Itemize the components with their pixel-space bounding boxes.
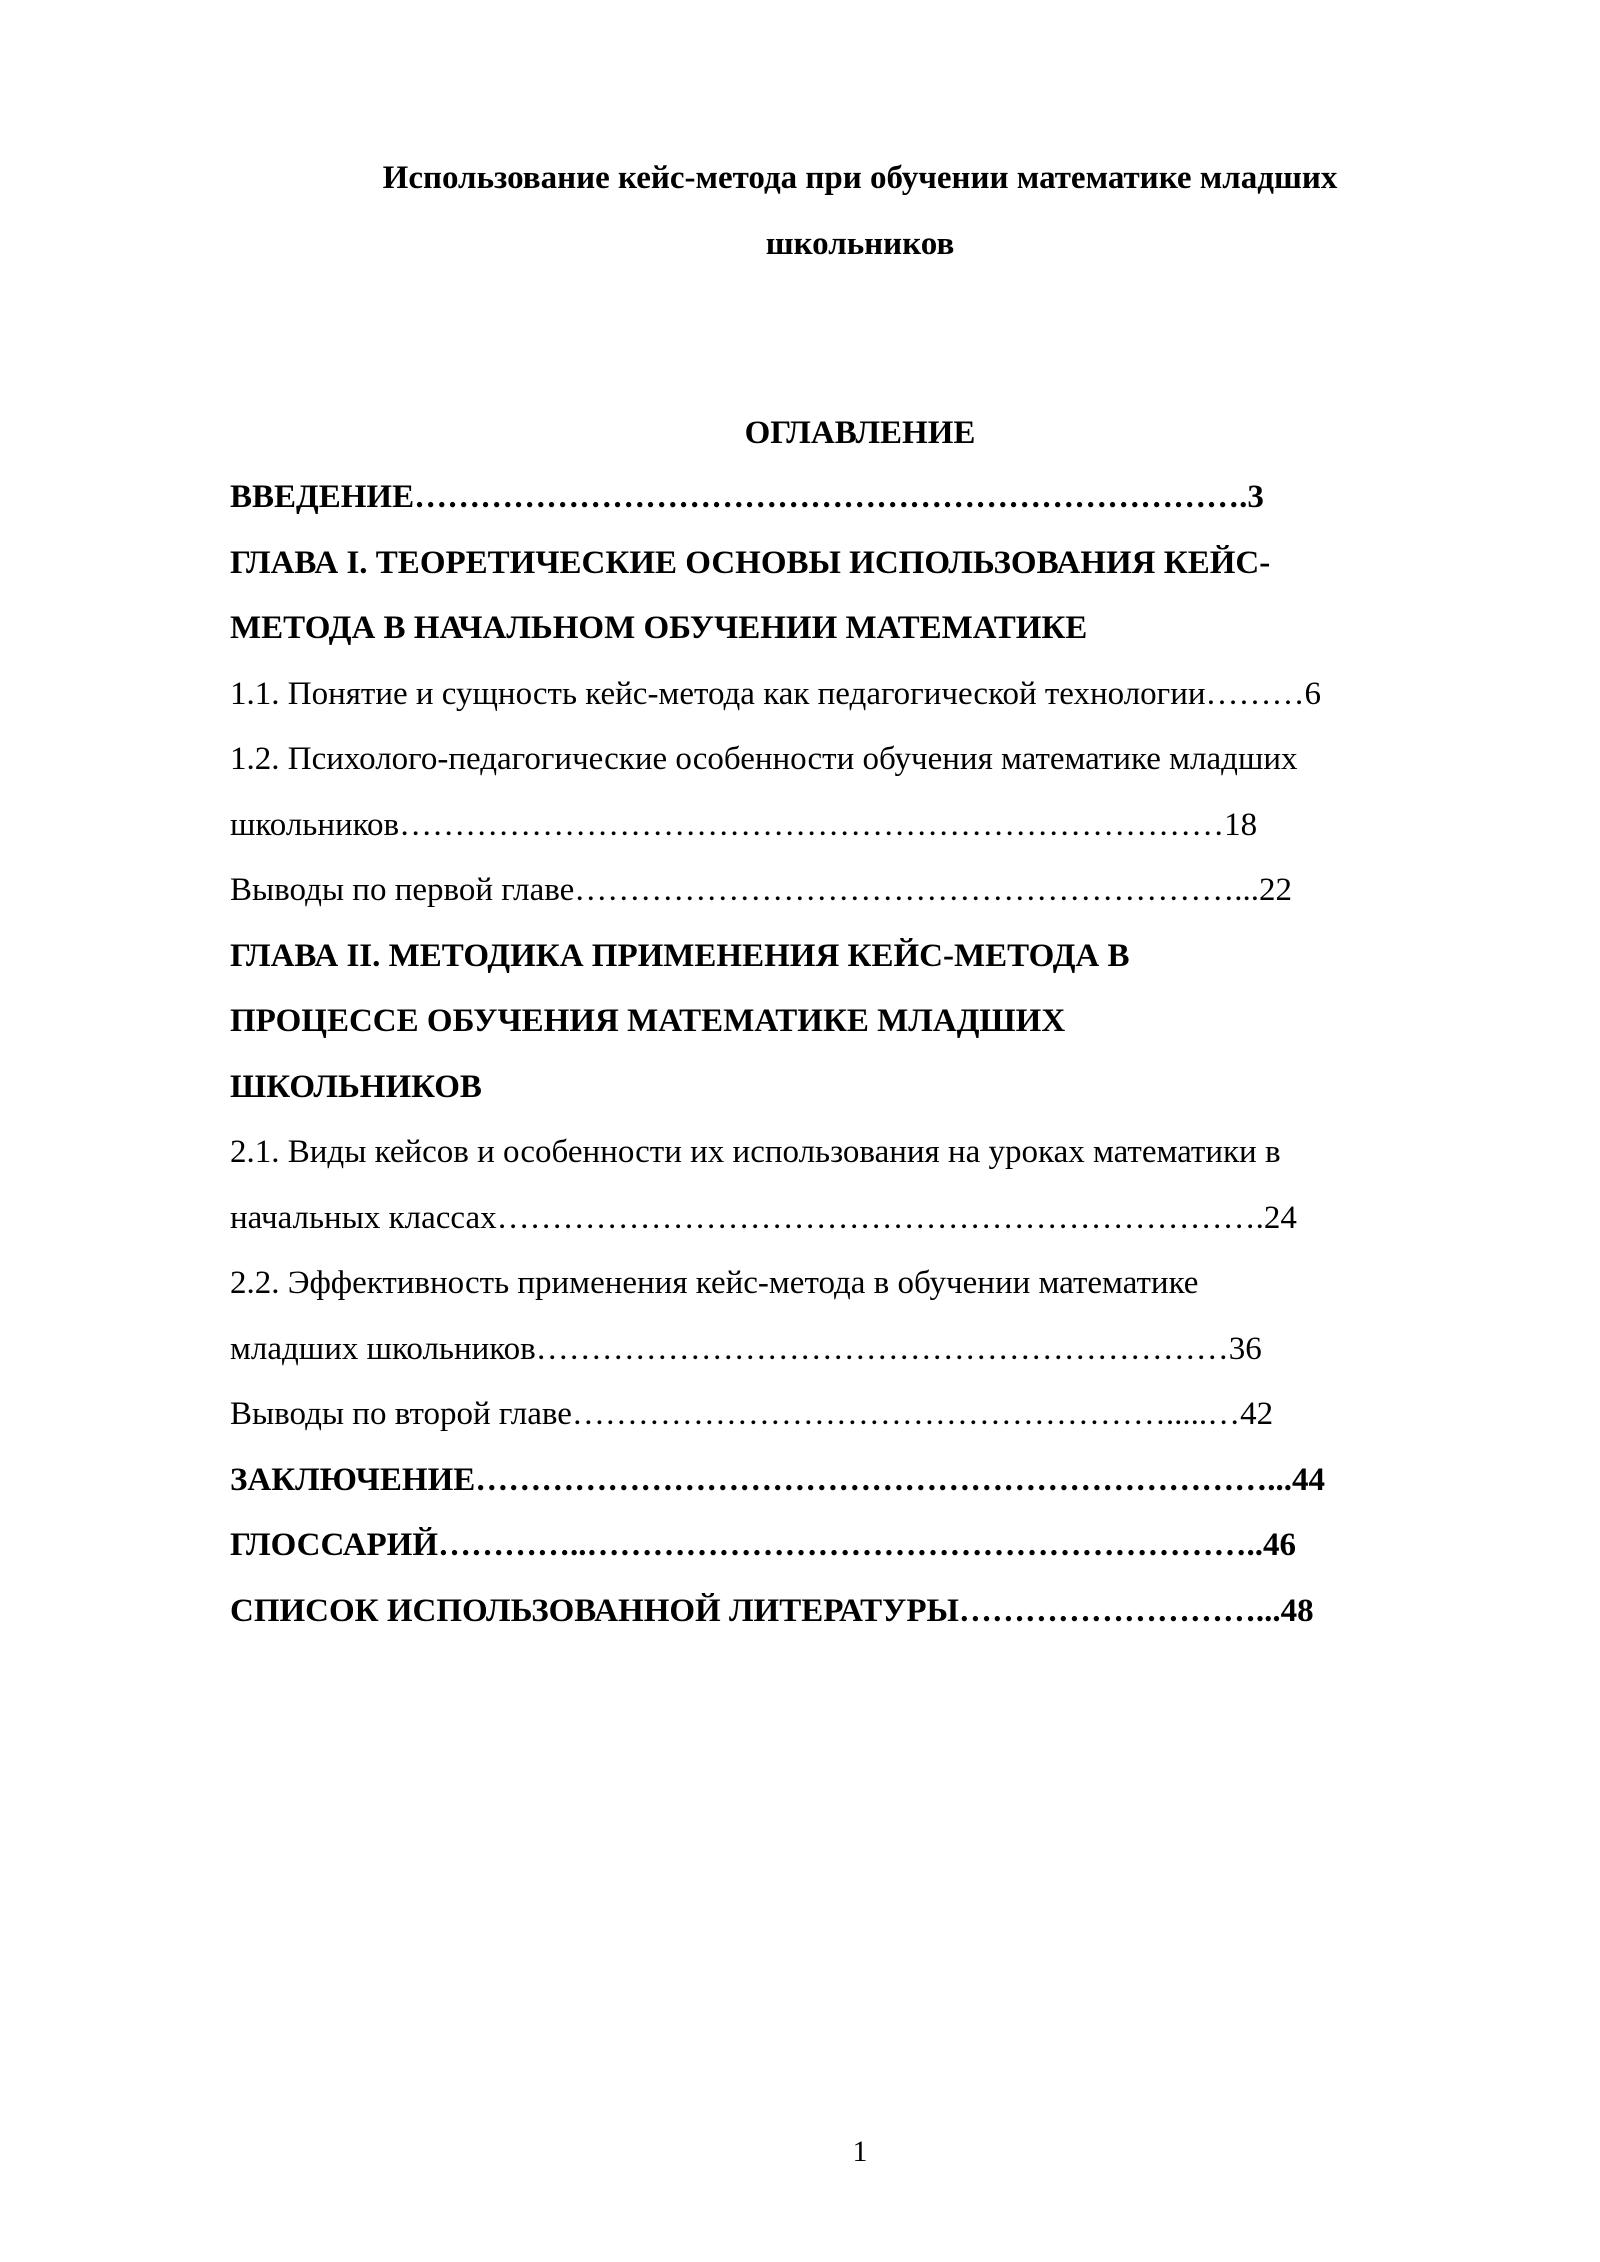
document-title bbox=[280, 145, 1440, 277]
toc-line: ЗАКЛЮЧЕНИЕ………………………………………………………………...44 bbox=[230, 1461, 1325, 1498]
toc-line: ШКОЛЬНИКОВ bbox=[230, 1068, 482, 1105]
toc-line: ГЛАВА II. МЕТОДИКА ПРИМЕНЕНИЯ КЕЙС-МЕТОДА В bbox=[230, 937, 1130, 974]
document-title-line-1: Использование кейс-метода при обучении математике младших bbox=[382, 160, 1338, 196]
toc-line: СПИСОК ИСПОЛЬЗОВАННОЙ ЛИТЕРАТУРЫ………………………...48 bbox=[230, 1592, 1314, 1629]
toc-line: ВВЕДЕНИЕ………………………………………………………………….3 bbox=[230, 479, 1264, 515]
toc-line: Выводы по первой главе……………………………………………………...22 bbox=[230, 872, 1293, 908]
toc-line: Выводы по второй главе……………………………………………….....…42 bbox=[230, 1396, 1274, 1432]
toc-line: ПРОЦЕССЕ ОБУЧЕНИЯ МАТЕМАТИКЕ МЛАДШИХ bbox=[230, 1003, 1066, 1039]
toc-line: ГЛАВА I. ТЕОРЕТИЧЕСКИЕ ОСНОВЫ ИСПОЛЬЗОВАНИЯ КЕЙС- bbox=[230, 544, 1271, 581]
toc-line: 2.1. Виды кейсов и особенности их использования на уроках математики в bbox=[230, 1134, 1281, 1170]
toc-line: 2.2. Эффективность применения кейс-метода в обучении математике bbox=[230, 1265, 1199, 1301]
toc-line: младших школьников………………………………………………………36 bbox=[230, 1330, 1262, 1367]
toc-line: школьников…………………………………………………………………18 bbox=[230, 806, 1258, 843]
toc-line: 1.1. Понятие и сущность кейс-метода как педагогической технологии………6 bbox=[230, 675, 1322, 712]
toc-line: 1.2. Психолого-педагогические особенности обучения математике младших bbox=[230, 741, 1298, 777]
table-of-contents bbox=[230, 465, 1495, 1644]
toc-line: начальных классах…………………………………………………………….24 bbox=[230, 1199, 1297, 1236]
toc-heading: ОГЛАВЛЕНИЕ bbox=[744, 415, 976, 451]
toc-line: ГЛОССАРИЙ…………..……………………………………………………..46 bbox=[230, 1527, 1297, 1563]
document-title-line-2: школьников bbox=[765, 226, 955, 262]
page-number: 1 bbox=[852, 2135, 868, 2168]
toc-line: МЕТОДА В НАЧАЛЬНОМ ОБУЧЕНИИ МАТЕМАТИКЕ bbox=[230, 610, 1088, 646]
